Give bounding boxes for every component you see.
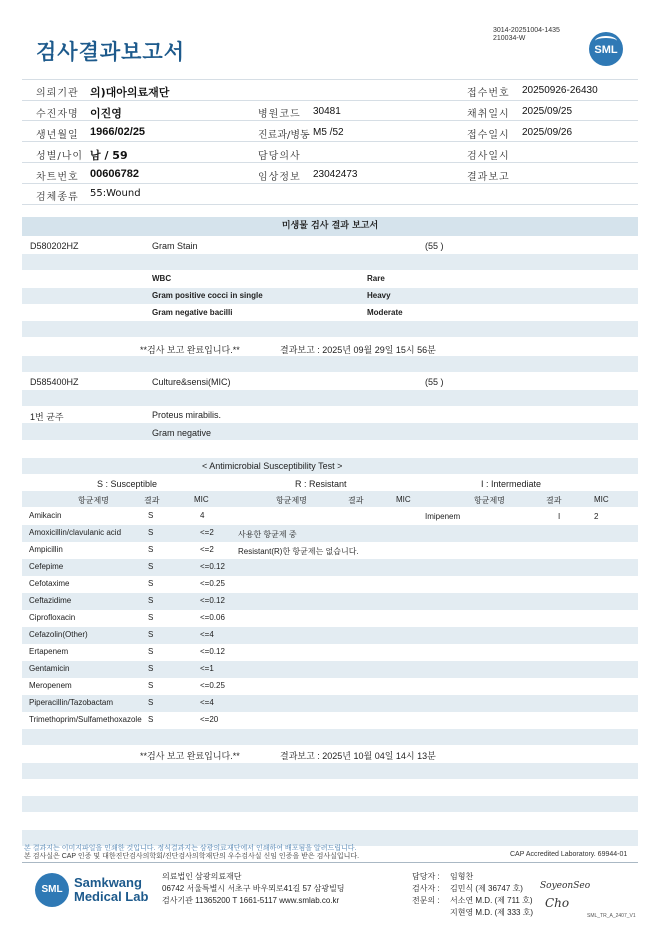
ast-result: S — [148, 511, 154, 520]
ast-note-2: Resistant(R)한 항균제는 없습니다. — [238, 547, 359, 556]
ast-drug-name: Cefazolin(Other) — [29, 630, 88, 639]
band — [22, 423, 638, 440]
band — [22, 288, 638, 304]
ast-mic: <=0.25 — [200, 579, 225, 588]
document-number: 3014-20251004-1435 210034-W — [493, 27, 560, 42]
ast-drug-name: Ertapenem — [29, 647, 69, 656]
legend-resistant: R : Resistant — [295, 479, 347, 489]
col-drug-r: 항균제명 — [276, 496, 307, 505]
staff-names: 임형찬 김민식 (제 36747 호) 서소연 M.D. (제 711 호) 지현영 M.D. (제 333 호) — [450, 872, 534, 917]
ast-row — [22, 525, 638, 542]
ast-result: S — [148, 647, 154, 656]
receipt-date-value: 2025/09/26 — [522, 127, 573, 138]
chart-no-value: 00606782 — [90, 168, 139, 180]
culture-test-name: Culture&sensi(MIC) — [152, 377, 231, 387]
disclaimer-2: 본 검사실은 CAP 인증 및 대한진단검사의학회/진단검사의학재단의 우수검사실 신임 인증을 받은 검사실입니다. — [24, 853, 360, 860]
hospital-code-label: 병원코드 — [258, 109, 301, 120]
collect-date-value: 2025/09/25 — [522, 106, 573, 117]
test-date-label: 검사일시 — [467, 151, 510, 162]
gram-row-name: WBC — [152, 274, 172, 283]
divider — [22, 79, 638, 80]
organism-name: Proteus mirabilis. — [152, 410, 222, 420]
ast-mic: <=2 — [200, 545, 214, 554]
ast-drug-name: Ampicillin — [29, 545, 63, 554]
ast-result: S — [148, 545, 154, 554]
ast-row — [22, 593, 638, 610]
brand-name: Samkwang Medical Lab — [74, 875, 149, 904]
ast-row — [22, 559, 638, 576]
ast-row — [22, 610, 638, 627]
gram-type: Gram negative — [152, 428, 212, 438]
ast-mic: <=4 — [200, 698, 214, 707]
institution-label: 의뢰기관 — [36, 88, 79, 99]
band — [22, 254, 638, 270]
dob-value: 1966/02/25 — [90, 126, 146, 138]
name-value: 이진영 — [90, 107, 122, 120]
ast-result: S — [148, 681, 154, 690]
footer-divider — [22, 862, 638, 863]
receipt-no-value: 20250926-26430 — [522, 85, 598, 96]
report-title: 검사결과보고서 — [36, 40, 186, 64]
ast-mic: 4 — [200, 511, 205, 520]
staff-labels: 담당자 : 검사자 : 전문의 : — [412, 872, 440, 905]
sml-logo: SML — [589, 32, 623, 66]
band — [22, 729, 638, 745]
col-result-r: 결과 — [348, 496, 364, 505]
ast-drug-name: Ciprofloxacin — [29, 613, 76, 622]
dept-label: 진료과/병동 — [258, 130, 310, 141]
ast-mic: <=0.12 — [200, 562, 225, 571]
receipt-date-label: 접수일시 — [467, 130, 510, 141]
ast-row — [22, 627, 638, 644]
footer-logo: SML — [35, 873, 69, 907]
col-mic-i: MIC — [594, 495, 609, 504]
gram-row-result: Heavy — [367, 291, 391, 300]
report-time-2: 결과보고 : 2025년 10월 04일 14시 13분 — [280, 751, 436, 761]
ast-result: S — [148, 715, 154, 724]
ast-result: S — [148, 562, 154, 571]
culture-test-code: D585400HZ — [30, 377, 79, 387]
col-drug-i: 항균제명 — [474, 496, 505, 505]
intermediate-drug: Imipenem — [425, 512, 461, 521]
doctor-label: 담당의사 — [258, 151, 301, 162]
intermediate-result: I — [558, 512, 561, 521]
report-complete-1: **검사 보고 완료입니다.** — [140, 345, 240, 355]
dob-label: 생년월일 — [36, 130, 79, 141]
ast-mic: <=2 — [200, 528, 214, 537]
ast-mic: <=4 — [200, 630, 214, 639]
disclaimer-1: 본 결과지는 이미지파일을 인쇄한 것입니다. 정식결과지는 삼광의료재단에서 인쇄하여 배포됨을 알려드립니다. — [24, 845, 357, 852]
col-mic-s: MIC — [194, 495, 209, 504]
cap-accreditation: CAP Accredited Laboratory. 69944-01 — [510, 851, 628, 858]
ast-result: S — [148, 528, 154, 537]
ast-row — [22, 576, 638, 593]
org-info: 의료법인 삼광의료재단 06742 서울특별시 서초구 바우뫼로41길 57 삼광빌딩 검사기관 11365200 T 1661-5117 www.smlab.co.kr — [162, 872, 345, 905]
divider — [22, 141, 638, 142]
institution-value: 의)대아의료재단 — [90, 86, 170, 99]
micro-section-title: 미생물 검사 결과 보고서 — [22, 217, 638, 236]
divider — [22, 204, 638, 205]
name-label: 수진자명 — [36, 109, 79, 120]
gram-test-code: D580202HZ — [30, 241, 79, 251]
gram-row-name: Gram negative bacilli — [152, 308, 233, 317]
ast-row — [22, 661, 638, 678]
ast-result: S — [148, 613, 154, 622]
gram-row-result: Moderate — [367, 308, 403, 317]
band — [22, 321, 638, 337]
ast-result: S — [148, 630, 154, 639]
clinical-label: 임상정보 — [258, 172, 301, 183]
ast-mic: <=1 — [200, 664, 214, 673]
ast-row — [22, 695, 638, 712]
band — [22, 796, 638, 812]
ast-mic: <=0.25 — [200, 681, 225, 690]
intermediate-mic: 2 — [594, 512, 599, 521]
legend-intermediate: I : Intermediate — [481, 479, 542, 489]
ast-row — [22, 508, 638, 525]
report-complete-2: **검사 보고 완료입니다.** — [140, 751, 240, 761]
ast-drug-name: Gentamicin — [29, 664, 70, 673]
ast-mic: <=0.12 — [200, 647, 225, 656]
band — [22, 763, 638, 779]
divider — [22, 100, 638, 101]
dept-value: M5 /52 — [313, 127, 344, 138]
report-label: 결과보고 — [467, 172, 510, 183]
clinical-value: 23042473 — [313, 169, 358, 180]
gram-row-name: Gram positive cocci in single — [152, 291, 263, 300]
ast-drug-name: Amoxicillin/clavulanic acid — [29, 528, 122, 537]
ast-mic: <=0.06 — [200, 613, 225, 622]
ast-drug-name: Ceftazidime — [29, 596, 72, 605]
ast-result: S — [148, 664, 154, 673]
col-drug-s: 항균제명 — [78, 496, 109, 505]
col-result-s: 결과 — [144, 496, 160, 505]
sex-age-label: 성별/나이 — [36, 151, 84, 162]
chart-no-label: 차트번호 — [36, 172, 79, 183]
ast-drug-name: Meropenem — [29, 681, 72, 690]
ast-note-1: 사용한 항균제 중 — [238, 530, 297, 539]
band — [22, 390, 638, 406]
ast-result: S — [148, 596, 154, 605]
form-number: SML_TR_A_2407_V1 — [587, 913, 636, 919]
divider — [22, 183, 638, 184]
gram-row-result: Rare — [367, 274, 385, 283]
col-mic-r: MIC — [396, 495, 411, 504]
ast-drug-name: Piperacillin/Tazobactam — [29, 698, 114, 707]
gram-test-name: Gram Stain — [152, 241, 198, 251]
ast-drug-name: Cefepime — [29, 562, 64, 571]
ast-drug-name: Amikacin — [29, 511, 62, 520]
sex-age-value: 남 / 59 — [90, 149, 128, 162]
ast-drug-name: Trimethoprim/Sulfamethoxazole — [29, 715, 142, 724]
specimen-label: 검체종류 — [36, 192, 79, 203]
isolate-label: 1번 균주 — [30, 412, 64, 422]
gram-test-number: (55 ) — [425, 241, 444, 251]
ast-drug-name: Cefotaxime — [29, 579, 70, 588]
ast-result: S — [148, 579, 154, 588]
signature-tester: SoyeonSeo — [540, 881, 591, 891]
ast-row — [22, 678, 638, 695]
ast-mic: <=0.12 — [200, 596, 225, 605]
collect-date-label: 채취일시 — [467, 109, 510, 120]
legend-susceptible: S : Susceptible — [97, 479, 158, 489]
culture-test-number: (55 ) — [425, 377, 444, 387]
report-time-1: 결과보고 : 2025년 09월 29일 15시 56분 — [280, 345, 436, 355]
col-result-i: 결과 — [546, 496, 562, 505]
ast-result: S — [148, 698, 154, 707]
ast-mic: <=20 — [200, 715, 219, 724]
ast-row — [22, 712, 638, 729]
ast-title: < Antimicrobial Susceptibility Test > — [202, 461, 343, 471]
specimen-value: 55:Wound — [90, 188, 141, 199]
hospital-code-value: 30481 — [313, 106, 341, 117]
ast-row — [22, 644, 638, 661]
band — [22, 356, 638, 372]
receipt-no-label: 접수번호 — [467, 88, 510, 99]
signature-specialist: Cho — [545, 896, 570, 910]
